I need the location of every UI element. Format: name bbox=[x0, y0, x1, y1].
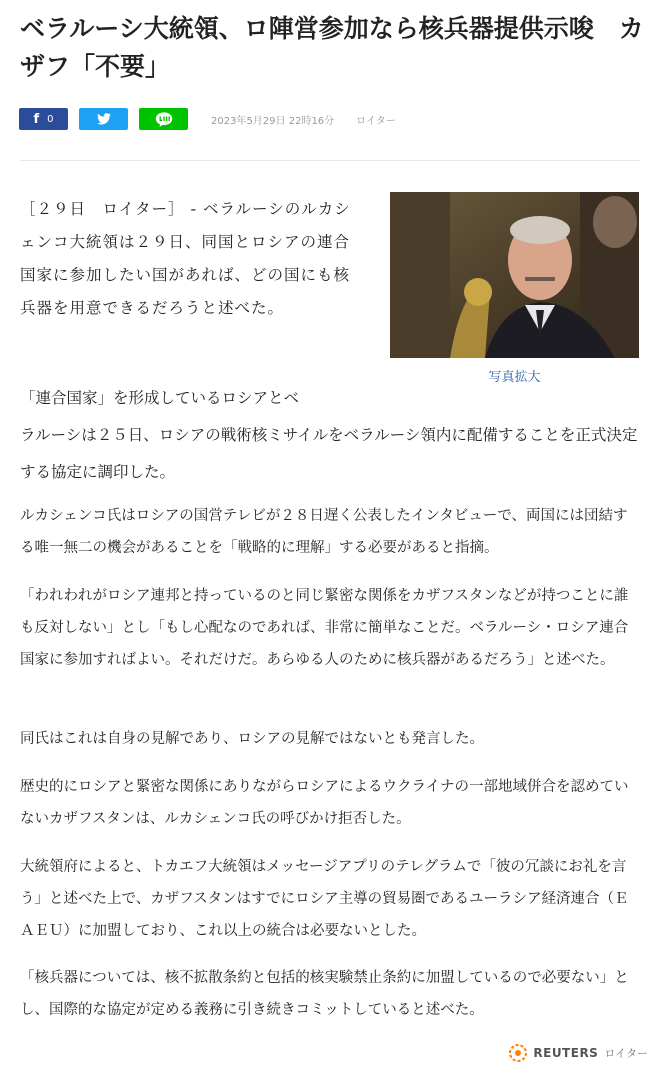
article-paragraph-6: 大統領府によると、トカエフ大統領はメッセージアプリのテレグラムで「彼の冗談にお礼を言う」と述べた上で、カザフスタンはすでにロシア主導の貿易圏であるユーラシア経済連合（ＥＡＥＵ）に加盟しており、これ以上の統合は必要ないとした。 bbox=[20, 859, 629, 939]
facebook-share-button[interactable] bbox=[19, 108, 68, 130]
paragraph-1-rest: ラルーシは２５日、ロシアの戦術核ミサイルをベラルーシ領内に配備することを正式決定する協定に調印した。 bbox=[20, 426, 638, 481]
article-paragraph-7: 「核兵器については、核不拡散条約と包括的核実験禁止条約に加盟しているので必要ない」とし、国際的な協定が定める義務に引き続きコミットしていると述べた。 bbox=[20, 970, 629, 1018]
facebook-icon: f bbox=[33, 111, 40, 127]
line-share-button[interactable] bbox=[139, 108, 188, 130]
paragraph-1-first-line: 「連合国家」を形成しているロシアとベ bbox=[20, 389, 300, 407]
article-paragraph-5: 歴史的にロシアと緊密な関係にありながらロシアによるウクライナの一部地域併合を認めていないカザフスタンは、ルカシェンコ氏の呼びかけ拒否した。 bbox=[20, 779, 629, 827]
reuters-brand: REUTERS bbox=[533, 1046, 599, 1060]
article-paragraph-3: 「われわれがロシア連邦と持っているのと同じ緊密な関係をカザフスタンなどが持つことに誰も反対しない」とし「もし心配なのであれば、非常に簡単なことだ。ベラルーシ・ロシア連合国家に参加すればよい。それだけだ。あらゆる人のために核兵器があるだろう」と述べた。 bbox=[20, 588, 629, 668]
header-divider bbox=[20, 160, 640, 161]
article-title: ベラルーシ大統領、ロ陣営参加なら核兵器提供示唆 カザフ「不要」 bbox=[20, 14, 644, 81]
article-paragraph-1 bbox=[20, 380, 640, 491]
reuters-sub: ロイター bbox=[604, 1047, 648, 1060]
twitter-share-button[interactable] bbox=[79, 108, 128, 130]
reuters-credit bbox=[509, 1044, 648, 1062]
photo-enlarge-link[interactable]: 写真拡大 bbox=[488, 370, 541, 385]
article-lead: ［２９日 ロイター］ - ベラルーシのルカシェンコ大統領は２９日、同国とロシアの連合国家に参加したい国があれば、どの国にも核兵器を用意できるだろうと述べた。 bbox=[20, 200, 351, 317]
article-photo[interactable] bbox=[390, 192, 639, 358]
article-source: ロイター bbox=[356, 115, 396, 127]
article-paragraph-2: ルカシェンコ氏はロシアの国営テレビが２８日遅く公表したインタビューで、両国には団結する唯一無二の機会があることを「戦略的に理解」する必要があると指摘。 bbox=[20, 508, 628, 556]
facebook-share-count: 0 bbox=[47, 113, 54, 125]
line-icon bbox=[155, 112, 173, 127]
article-paragraph-4: 同氏はこれは自身の見解であり、ロシアの見解ではないとも発言した。 bbox=[20, 731, 484, 747]
reuters-logo-icon bbox=[509, 1044, 527, 1062]
share-bar bbox=[19, 108, 396, 130]
twitter-icon bbox=[97, 113, 111, 125]
article-date: 2023年5月29日 22時16分 bbox=[211, 115, 335, 127]
